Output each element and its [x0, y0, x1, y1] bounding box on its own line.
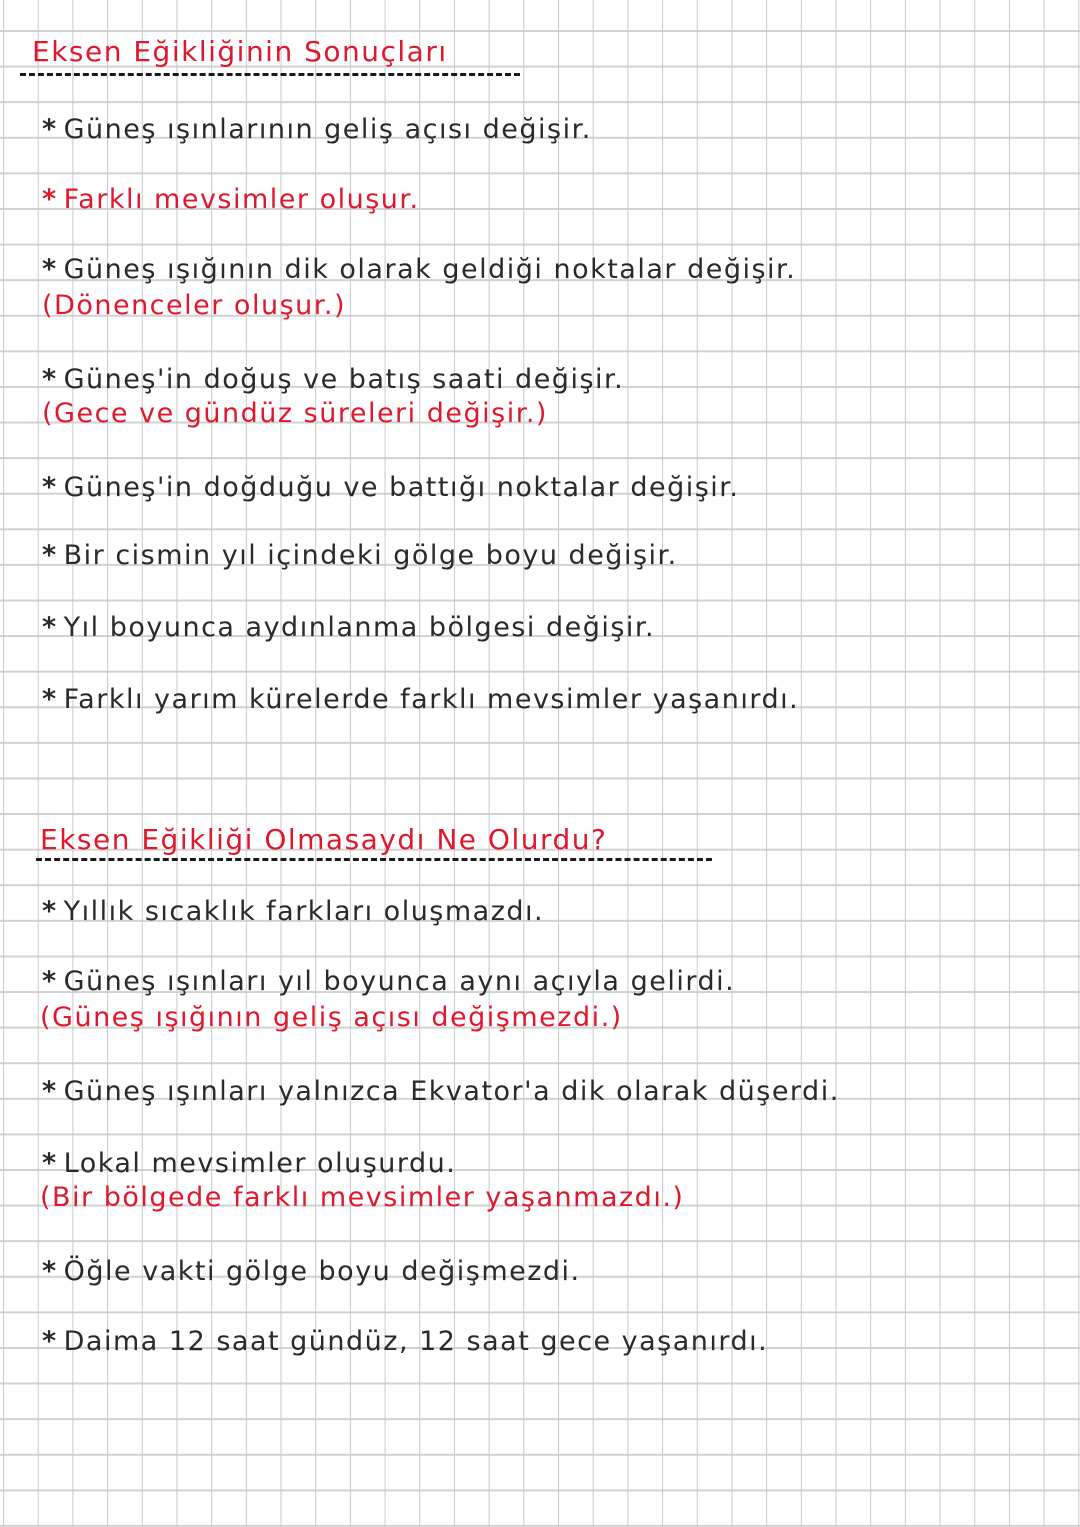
bullet-star-icon: *	[42, 114, 58, 145]
title-underline-dashed	[20, 73, 520, 76]
bullet-star-icon: *	[42, 1148, 58, 1179]
bullet-star-icon: *	[42, 1076, 58, 1107]
list-item: * Yıllık sıcaklık farkları oluşmazdı.	[42, 896, 545, 927]
list-item-note: (Dönenceler oluşur.)	[42, 290, 346, 321]
list-item: * Güneş ışınları yıl boyunca aynı açıyla gelirdi.	[42, 966, 736, 997]
list-item: * Bir cismin yıl içindeki gölge boyu değişir.	[42, 540, 678, 571]
bullet-star-icon: *	[42, 472, 58, 503]
list-item: * Güneş ışınları yalnızca Ekvator'a dik olarak düşerdi.	[42, 1076, 840, 1107]
bullet-star-icon: *	[42, 684, 58, 715]
bullet-star-icon: *	[42, 1256, 58, 1287]
bullet-star-icon: *	[42, 896, 58, 927]
bullet-star-icon: *	[42, 966, 58, 997]
list-item-note: (Bir bölgede farklı mevsimler yaşanmazdı.)	[40, 1182, 685, 1213]
list-item: * Lokal mevsimler oluşurdu.	[42, 1148, 457, 1179]
list-item: * Güneş'in doğuş ve batış saati değişir.	[42, 364, 625, 395]
list-item-note: (Güneş ışığının geliş açısı değişmezdi.)	[40, 1002, 623, 1033]
bullet-star-icon: *	[42, 612, 58, 643]
bullet-star-icon: *	[42, 540, 58, 571]
bullet-star-icon: *	[42, 364, 58, 395]
list-item: * Öğle vakti gölge boyu değişmezdi.	[42, 1256, 581, 1287]
list-item: * Farklı yarım kürelerde farklı mevsimler yaşanırdı.	[42, 684, 800, 715]
bullet-star-icon: *	[42, 1326, 58, 1357]
list-item: * Güneş ışığının dik olarak geldiği noktalar değişir.	[42, 254, 797, 285]
list-item: * Yıl boyunca aydınlanma bölgesi değişir.	[42, 612, 656, 643]
list-item: * Farklı mevsimler oluşur.	[42, 184, 420, 215]
section1-title: Eksen Eğikliğinin Sonuçları	[32, 35, 448, 68]
list-item-note: (Gece ve gündüz süreleri değişir.)	[42, 398, 548, 429]
bullet-star-icon: *	[42, 254, 58, 285]
bullet-star-icon: *	[42, 184, 58, 215]
list-item: * Güneş ışınlarının geliş açısı değişir.	[42, 114, 592, 145]
list-item: * Daima 12 saat gündüz, 12 saat gece yaşanırdı.	[42, 1326, 769, 1357]
section2-title: Eksen Eğikliği Olmasaydı Ne Olurdu?	[40, 823, 608, 856]
title-underline-dashed	[36, 858, 712, 861]
list-item: * Güneş'in doğduğu ve battığı noktalar değişir.	[42, 472, 740, 503]
